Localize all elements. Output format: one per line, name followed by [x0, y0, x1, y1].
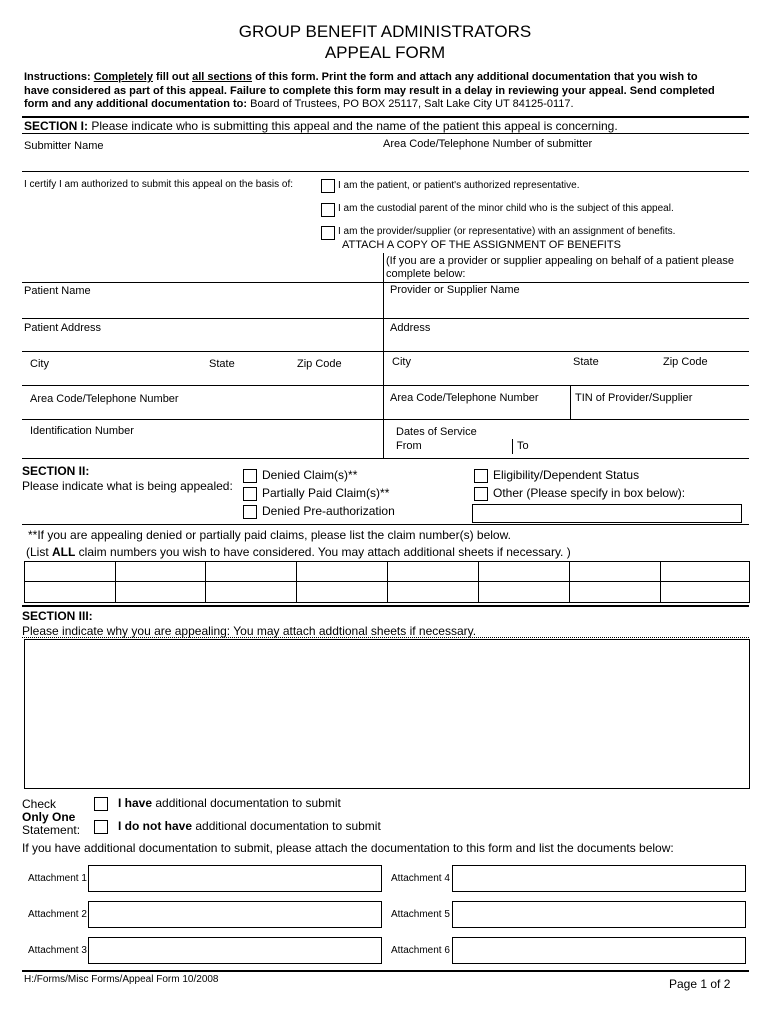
- id-number-label: Identification Number: [30, 425, 134, 437]
- patient-zip-label: Zip Code: [297, 358, 342, 370]
- section1-heading: [24, 119, 618, 133]
- check-label: Check: [22, 797, 57, 811]
- claim-grid-col: [115, 561, 116, 603]
- instructions-line3: [24, 98, 574, 110]
- provider-phone-label: Area Code/Telephone Number: [390, 392, 539, 404]
- page-number: Page 1 of 2: [669, 977, 731, 991]
- section1-label: SECTION I:: [24, 119, 89, 133]
- attachment-5-label: Attachment 5: [391, 909, 450, 920]
- tin-label: TIN of Provider/Supplier: [575, 392, 693, 404]
- option-provider-checkbox[interactable]: [321, 226, 335, 240]
- claim-grid-col: [387, 561, 388, 603]
- instructions-lead: Instructions:: [24, 71, 91, 83]
- city-top-rule: [22, 351, 749, 352]
- no-docs-rest: additional documentation to submit: [192, 819, 381, 833]
- eligibility-checkbox[interactable]: [474, 469, 488, 483]
- instructions-completely: Completely: [93, 71, 153, 83]
- attachment-5-input[interactable]: [452, 901, 746, 928]
- patient-state-label: State: [209, 358, 235, 370]
- option-patient-checkbox[interactable]: [321, 179, 335, 193]
- no-docs-bold: I do not have: [118, 819, 193, 833]
- instructions-all-sections: all sections: [192, 71, 253, 83]
- partially-paid-label: Partially Paid Claim(s)**: [262, 486, 390, 500]
- section1-top-rule: [22, 116, 749, 118]
- attach-copy-note: ATTACH A COPY OF THE ASSIGNMENT OF BENEFITS: [342, 239, 621, 251]
- provider-name-label: Provider or Supplier Name: [390, 284, 520, 296]
- list-post: claim numbers you wish to have considered. You may attach additional sheets if necessary. ): [75, 545, 571, 559]
- section3-prompt: Please indicate why you are appealing: You may attach addtional sheets if necessary.: [22, 624, 477, 638]
- option-parent-checkbox[interactable]: [321, 203, 335, 217]
- provider-zip-label: Zip Code: [663, 356, 708, 368]
- attachment-4-label: Attachment 4: [391, 873, 450, 884]
- have-docs-bold: I have: [118, 796, 153, 810]
- eligibility-label: Eligibility/Dependent Status: [493, 468, 640, 482]
- have-docs-checkbox[interactable]: [94, 797, 108, 811]
- only-one-label: Only One: [22, 810, 76, 824]
- section1-heading-rule: [22, 133, 749, 134]
- claim-grid-col: [569, 561, 570, 603]
- section2-label: SECTION II:: [22, 464, 90, 478]
- have-docs-label: [118, 796, 341, 810]
- provider-column-divider: [383, 253, 384, 458]
- phone-top-rule: [22, 385, 749, 386]
- instructions-rest: of this form. Print the form and attach any additional documentation that you wish to: [252, 71, 698, 83]
- instructions-line1: [24, 71, 698, 83]
- attachment-1-input[interactable]: [88, 865, 382, 892]
- section3-prompt-rule: [22, 637, 749, 638]
- option-provider-label: I am the provider/supplier (or representative) with an assignment of benefits.: [338, 226, 676, 237]
- patient-city-label: City: [30, 358, 49, 370]
- footer-rule: [22, 970, 749, 972]
- footer-file-path: H:/Forms/Misc Forms/Appeal Form 10/2008: [24, 974, 219, 985]
- claim-grid-col: [478, 561, 479, 603]
- submitter-phone-label: Area Code/Telephone Number of submitter: [383, 138, 593, 150]
- denied-preauth-label: Denied Pre-authorization: [262, 504, 395, 518]
- option-parent-label: I am the custodial parent of the minor child who is the subject of this appeal.: [338, 203, 674, 214]
- have-docs-rest: additional documentation to submit: [152, 796, 341, 810]
- claims-note: **If you are appealing denied or partially paid claims, please list the claim number(s) below.: [28, 528, 511, 542]
- attachment-4-input[interactable]: [452, 865, 746, 892]
- no-docs-label: [118, 819, 381, 833]
- attachment-3-input[interactable]: [88, 937, 382, 964]
- provider-city-label: City: [392, 356, 411, 368]
- other-label: Other (Please specify in box below):: [493, 486, 686, 500]
- instructions-address: Board of Trustees, PO BOX 25117, Salt Lake City UT 84125-0117.: [247, 98, 574, 110]
- id-top-rule: [22, 419, 749, 420]
- submitter-rule: [22, 171, 749, 172]
- attachment-6-input[interactable]: [452, 937, 746, 964]
- instructions-fill-out: fill out: [152, 71, 193, 83]
- denied-preauth-checkbox[interactable]: [243, 505, 257, 519]
- attachment-2-input[interactable]: [88, 901, 382, 928]
- option-patient-label: I am the patient, or patient's authorized representative.: [338, 180, 580, 191]
- claim-grid-col: [660, 561, 661, 603]
- provider-address-label: Address: [390, 322, 431, 334]
- section3-label: SECTION III:: [22, 609, 93, 623]
- dates-to-label: To: [517, 440, 529, 452]
- no-docs-checkbox[interactable]: [94, 820, 108, 834]
- attachment-1-label: Attachment 1: [28, 873, 87, 884]
- provider-note-2: complete below:: [386, 268, 466, 280]
- provider-state-label: State: [573, 356, 599, 368]
- section1-prompt: Please indicate who is submitting this appeal and the name of the patient this appeal is concerning.: [91, 119, 618, 133]
- tin-divider: [570, 385, 571, 419]
- form-title-line1: GROUP BENEFIT ADMINISTRATORS: [238, 22, 532, 41]
- attach-docs-note: If you have additional documentation to submit, please attach the documentation to this form and list the documents below:: [22, 841, 674, 855]
- claim-grid-col: [205, 561, 206, 603]
- denied-claims-label: Denied Claim(s)**: [262, 468, 358, 482]
- list-pre: (List: [26, 545, 53, 559]
- instructions-line2: have considered as part of this appeal. Failure to complete this form may result in a delay in reviewing your appeal. Send completed: [24, 85, 715, 97]
- certify-label: I certify I am authorized to submit this appeal on the basis of:: [24, 179, 294, 190]
- dates-divider: [512, 439, 513, 454]
- section2-top-rule: [22, 458, 749, 459]
- other-checkbox[interactable]: [474, 487, 488, 501]
- form-title-line2: APPEAL FORM: [324, 43, 446, 62]
- statement-label: Statement:: [22, 823, 81, 837]
- patient-phone-label: Area Code/Telephone Number: [30, 393, 179, 405]
- appeal-reason-textarea[interactable]: [24, 639, 750, 789]
- other-specify-input[interactable]: [472, 504, 742, 523]
- attachment-6-label: Attachment 6: [391, 945, 450, 956]
- patient-address-label: Patient Address: [24, 322, 102, 334]
- dates-of-service-label: Dates of Service: [396, 426, 477, 438]
- patient-address-top-rule: [22, 318, 749, 319]
- denied-claims-checkbox[interactable]: [243, 469, 257, 483]
- attachment-3-label: Attachment 3: [28, 945, 87, 956]
- dates-from-label: From: [396, 440, 422, 452]
- patient-name-label: Patient Name: [24, 285, 91, 297]
- claim-grid-col: [296, 561, 297, 603]
- section2-prompt: Please indicate what is being appealed:: [22, 479, 233, 493]
- claims-top-rule: [22, 524, 749, 525]
- list-all: ALL: [52, 545, 76, 559]
- claims-list-note: [26, 545, 571, 559]
- submitter-name-label: Submitter Name: [24, 140, 104, 152]
- patient-name-top-rule: [22, 282, 749, 283]
- attachment-2-label: Attachment 2: [28, 909, 87, 920]
- partially-paid-checkbox[interactable]: [243, 487, 257, 501]
- section3-top-rule: [22, 605, 749, 607]
- instructions-send-to: form and any additional documentation to:: [24, 98, 248, 110]
- provider-note-1: (If you are a provider or supplier appealing on behalf of a patient please: [386, 255, 734, 267]
